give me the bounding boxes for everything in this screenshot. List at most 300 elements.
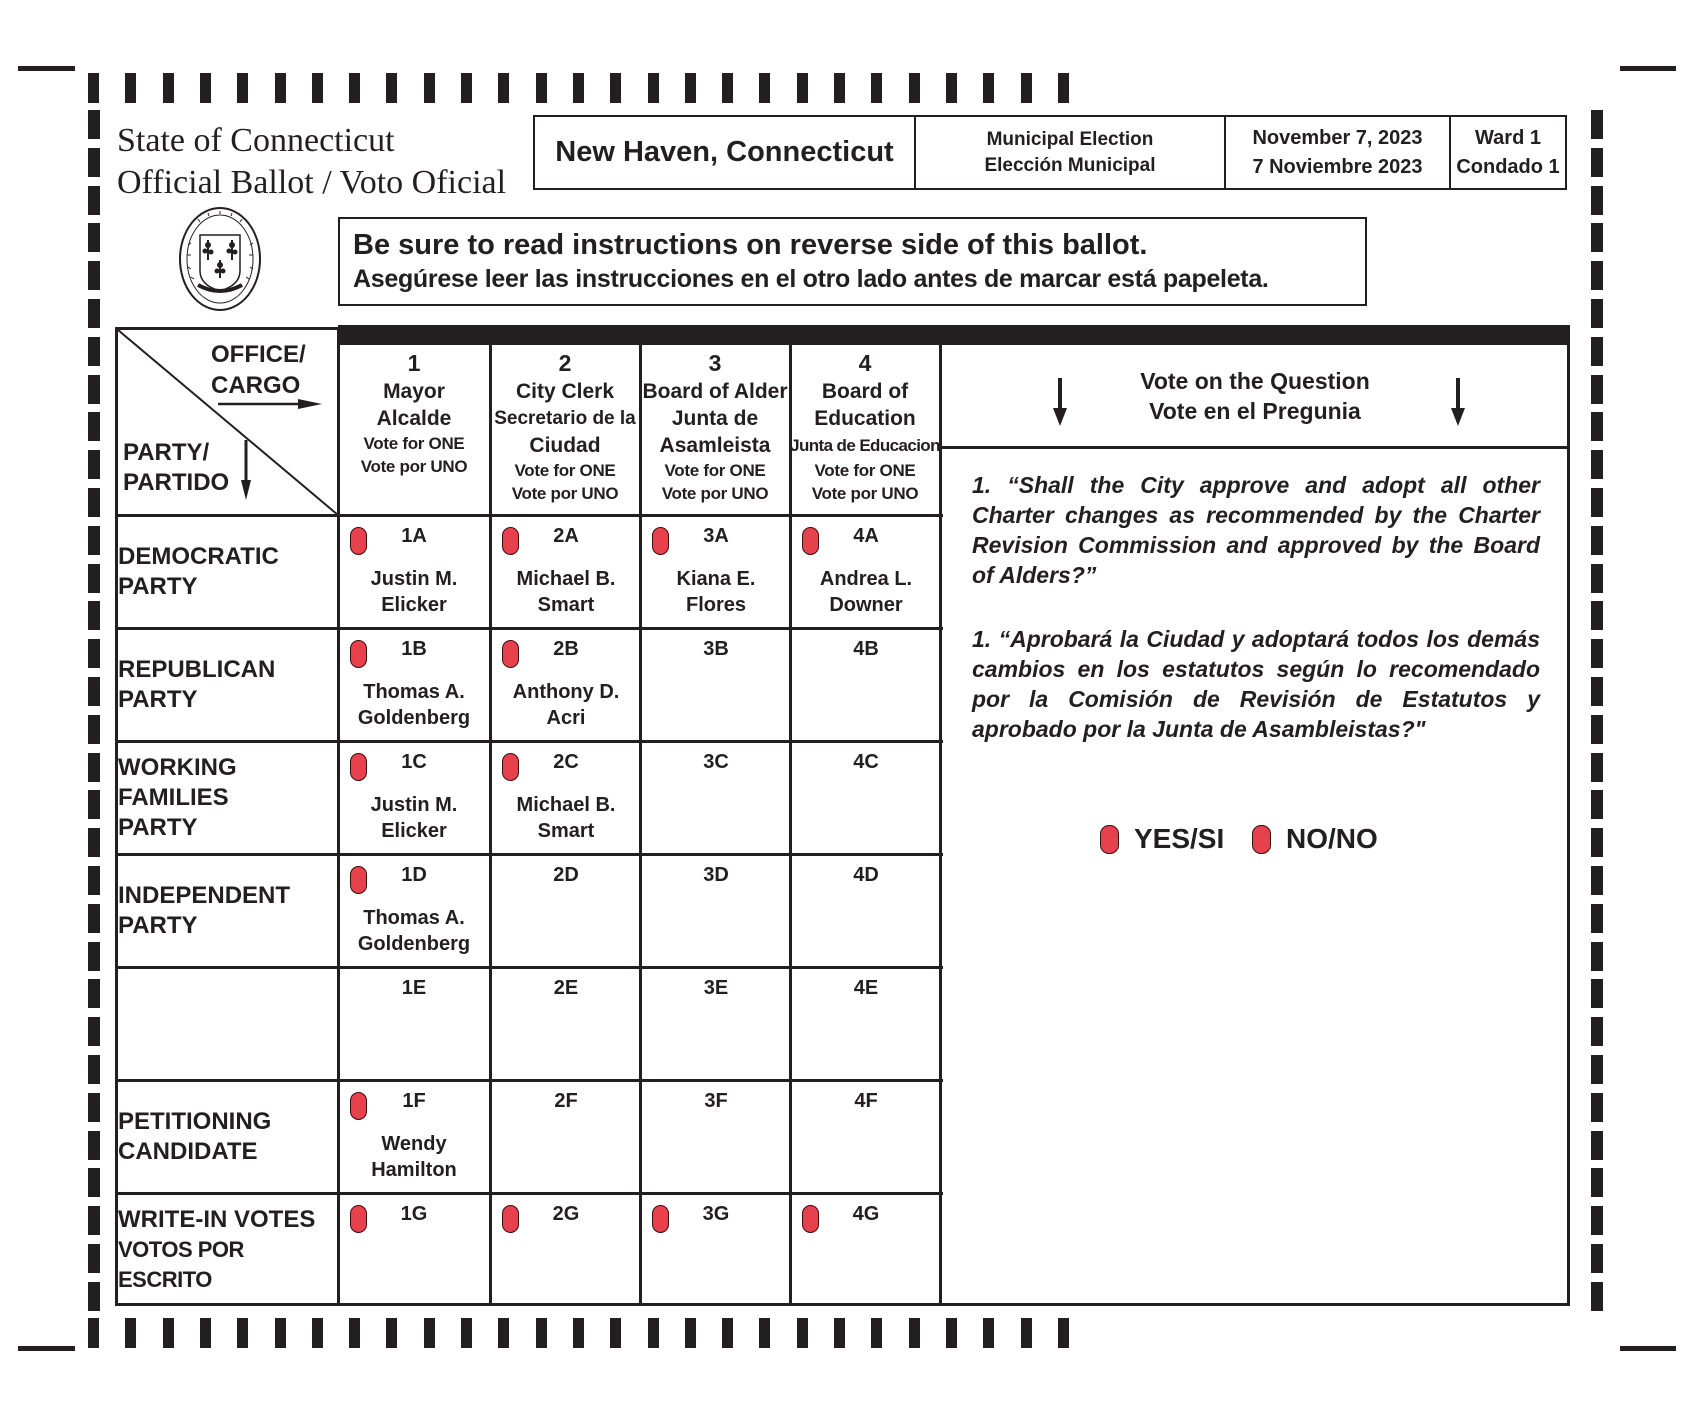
town-name: New Haven, Connecticut bbox=[535, 117, 916, 188]
timing-marks-left bbox=[88, 110, 100, 1315]
candidate-name bbox=[340, 679, 488, 731]
timing-mark bbox=[983, 73, 994, 103]
timing-mark bbox=[1591, 866, 1603, 895]
timing-mark bbox=[163, 73, 174, 103]
vote-oval[interactable] bbox=[502, 1205, 519, 1233]
candidate-name-line: Anthony D. bbox=[512, 681, 620, 703]
timing-mark bbox=[946, 1318, 957, 1348]
corner-mark-bottom-right bbox=[1620, 1346, 1676, 1351]
election-date: November 7, 2023 7 Noviembre 2023 bbox=[1226, 117, 1451, 188]
timing-mark bbox=[88, 753, 100, 782]
timing-mark bbox=[1591, 677, 1603, 706]
candidate-cell-4F bbox=[792, 1082, 940, 1192]
party-name-line: PARTY bbox=[118, 573, 198, 600]
office-title: Alcalde bbox=[376, 407, 452, 430]
grid-corner-cell bbox=[118, 330, 338, 515]
no-option[interactable] bbox=[1252, 823, 1378, 855]
party-label bbox=[118, 1195, 336, 1305]
vote-instruction-es: Vote por UNO bbox=[811, 484, 919, 503]
vote-instruction-en: Vote for ONE bbox=[514, 461, 616, 480]
candidate-cell-1G[interactable] bbox=[340, 1195, 488, 1305]
candidate-cell-3G[interactable] bbox=[642, 1195, 790, 1305]
ballot-position: 3F bbox=[704, 1090, 728, 1112]
candidate-name bbox=[492, 566, 640, 618]
timing-mark bbox=[1591, 526, 1603, 555]
timing-mark bbox=[1591, 1282, 1603, 1311]
timing-mark bbox=[88, 73, 99, 103]
ballot-position: 4A bbox=[853, 525, 879, 547]
state-seal-icon bbox=[178, 205, 262, 313]
office-header-1 bbox=[338, 345, 490, 515]
timing-mark bbox=[1591, 223, 1603, 252]
vote-oval[interactable] bbox=[802, 527, 819, 555]
ballot-position: 4E bbox=[853, 977, 879, 999]
timing-mark bbox=[275, 73, 286, 103]
candidate-name-line: Thomas A. bbox=[363, 907, 465, 929]
party-name bbox=[118, 655, 275, 715]
candidate-cell-4A[interactable] bbox=[792, 517, 940, 627]
timing-mark bbox=[88, 223, 100, 252]
timing-mark bbox=[88, 677, 100, 706]
office-title: Ciudad bbox=[529, 434, 601, 457]
vote-oval[interactable] bbox=[350, 1092, 367, 1120]
timing-mark bbox=[88, 1206, 100, 1235]
timing-mark bbox=[909, 73, 920, 103]
timing-mark bbox=[88, 148, 100, 177]
timing-mark bbox=[88, 1168, 100, 1197]
timing-mark bbox=[1591, 639, 1603, 668]
candidate-name-line: Justin M. bbox=[370, 794, 458, 816]
party-name bbox=[118, 1205, 336, 1295]
state-name: State of Connecticut bbox=[117, 122, 395, 159]
party-name-line: CANDIDATE bbox=[118, 1138, 258, 1165]
timing-mark bbox=[461, 1318, 472, 1348]
party-name-line: INDEPENDENT bbox=[118, 882, 291, 909]
timing-mark bbox=[946, 73, 957, 103]
party-label bbox=[118, 743, 336, 853]
ballot-position: 1A bbox=[401, 525, 427, 547]
question-text-spanish: 1. “Aprobará la Ciudad y adoptará todos los demás cambios en los estatutos según lo recomendado por la Comisión de Revisión de Estatutos y aprobado por la Junta de Asambleistas?" bbox=[972, 626, 1540, 742]
ballot-position: 2G bbox=[552, 1203, 580, 1225]
timing-mark bbox=[88, 715, 100, 744]
candidate-cell-4D bbox=[792, 856, 940, 966]
candidate-name bbox=[492, 679, 640, 731]
candidate-name bbox=[642, 566, 790, 618]
question-text-english: 1. “Shall the City approve and adopt all other Charter changes as recommended by the Charter Revision Commission and approved by the Board of Alders?” bbox=[972, 472, 1540, 588]
timing-mark bbox=[1058, 1318, 1069, 1348]
vote-instruction-en: Vote for ONE bbox=[363, 434, 465, 453]
timing-mark bbox=[1591, 753, 1603, 782]
no-oval[interactable] bbox=[1252, 825, 1271, 854]
ballot-position: 2C bbox=[553, 751, 579, 773]
candidate-name-line: Flores bbox=[685, 594, 747, 616]
timing-mark bbox=[88, 1093, 100, 1122]
timing-mark bbox=[1591, 715, 1603, 744]
ballot-position: 1F bbox=[402, 1090, 426, 1112]
ballot-position: 1D bbox=[401, 864, 427, 886]
timing-mark bbox=[1591, 375, 1603, 404]
candidate-name-line: Michael B. bbox=[516, 794, 616, 816]
timing-mark bbox=[498, 1318, 509, 1348]
candidate-cell-2G[interactable] bbox=[492, 1195, 640, 1305]
party-label bbox=[118, 517, 336, 627]
timing-mark bbox=[722, 73, 733, 103]
yes-oval[interactable] bbox=[1100, 825, 1119, 854]
timing-mark bbox=[88, 639, 100, 668]
ballot-position: 4G bbox=[852, 1203, 880, 1225]
timing-mark bbox=[536, 1318, 547, 1348]
timing-mark bbox=[237, 73, 248, 103]
timing-mark bbox=[237, 1318, 248, 1348]
candidate-name bbox=[340, 905, 488, 957]
ballot-position: 1C bbox=[401, 751, 427, 773]
timing-mark bbox=[1591, 942, 1603, 971]
timing-mark bbox=[200, 1318, 211, 1348]
office-number: 4 bbox=[858, 350, 872, 376]
timing-mark bbox=[125, 1318, 136, 1348]
timing-mark bbox=[163, 1318, 174, 1348]
party-name bbox=[118, 753, 237, 843]
candidate-name-line: Smart bbox=[537, 594, 595, 616]
timing-mark bbox=[88, 110, 100, 139]
candidate-name bbox=[340, 566, 488, 618]
party-label bbox=[118, 1082, 336, 1192]
ballot-position: 1B bbox=[401, 638, 427, 660]
candidate-name-line: Wendy bbox=[381, 1133, 447, 1155]
candidate-name-line: Goldenberg bbox=[357, 707, 471, 729]
timing-mark bbox=[424, 1318, 435, 1348]
timing-mark bbox=[88, 412, 100, 441]
ballot-position: 3D bbox=[703, 864, 729, 886]
timing-mark bbox=[536, 73, 547, 103]
timing-mark bbox=[88, 1055, 100, 1084]
timing-mark bbox=[1021, 1318, 1032, 1348]
question-heading: Vote on the Question Vote en el Pregunia bbox=[1140, 368, 1370, 424]
timing-mark bbox=[1591, 1017, 1603, 1046]
timing-mark bbox=[1591, 1055, 1603, 1084]
candidate-cell-1B[interactable] bbox=[340, 630, 488, 740]
vote-instruction-es: Vote por UNO bbox=[661, 484, 769, 503]
instructions-spanish: Asegúrese leer las instrucciones en el otro lado antes de marcar está papeleta. bbox=[353, 265, 1269, 293]
timing-mark bbox=[685, 73, 696, 103]
timing-mark bbox=[386, 73, 397, 103]
timing-mark bbox=[386, 1318, 397, 1348]
candidate-cell-1C[interactable] bbox=[340, 743, 488, 853]
office-header-4 bbox=[790, 345, 940, 515]
office-title: Asamleista bbox=[659, 434, 771, 457]
vote-oval[interactable] bbox=[502, 753, 519, 781]
vote-instruction-es: Vote por UNO bbox=[360, 457, 468, 476]
timing-mark bbox=[88, 375, 100, 404]
timing-mark bbox=[871, 73, 882, 103]
timing-mark bbox=[610, 73, 621, 103]
vote-oval[interactable] bbox=[350, 1205, 367, 1233]
timing-mark bbox=[871, 1318, 882, 1348]
office-number: 1 bbox=[407, 350, 421, 376]
candidate-cell-4C bbox=[792, 743, 940, 853]
candidate-cell-2B[interactable] bbox=[492, 630, 640, 740]
candidate-cell-3E bbox=[642, 969, 790, 1079]
party-label bbox=[118, 856, 336, 966]
timing-mark bbox=[88, 601, 100, 630]
vote-instruction-es: Vote por UNO bbox=[511, 484, 619, 503]
timing-mark bbox=[424, 73, 435, 103]
timing-mark bbox=[88, 1131, 100, 1160]
candidate-name-line: Smart bbox=[537, 820, 595, 842]
ballot-position: 3A bbox=[703, 525, 729, 547]
timing-mark bbox=[88, 488, 100, 517]
timing-mark bbox=[88, 186, 100, 215]
office-title: Board of bbox=[821, 380, 909, 403]
timing-mark bbox=[1591, 337, 1603, 366]
candidate-name bbox=[340, 792, 488, 844]
candidate-name bbox=[792, 566, 940, 618]
candidate-cell-3C bbox=[642, 743, 790, 853]
timing-mark bbox=[909, 1318, 920, 1348]
timing-mark bbox=[88, 828, 100, 857]
ballot-position: 4B bbox=[853, 638, 879, 660]
candidate-name-line: Michael B. bbox=[516, 568, 616, 590]
yes-label: YES/SI bbox=[1134, 823, 1225, 854]
yes-option[interactable] bbox=[1100, 823, 1224, 855]
corner-mark-top-left bbox=[18, 66, 75, 71]
timing-mark bbox=[1591, 186, 1603, 215]
timing-mark bbox=[275, 1318, 286, 1348]
timing-mark bbox=[88, 337, 100, 366]
instructions-notice bbox=[338, 217, 1367, 306]
timing-mark bbox=[1591, 148, 1603, 177]
candidate-name-line: Justin M. bbox=[370, 568, 458, 590]
timing-mark bbox=[88, 979, 100, 1008]
candidate-cell-3A[interactable] bbox=[642, 517, 790, 627]
timing-mark bbox=[983, 1318, 994, 1348]
party-name bbox=[118, 881, 290, 941]
ballot-position: 1G bbox=[400, 1203, 428, 1225]
candidate-cell-1F[interactable] bbox=[340, 1082, 488, 1192]
candidate-name-line: Goldenberg bbox=[357, 933, 471, 955]
office-number: 3 bbox=[708, 350, 722, 376]
candidate-name-line: Elicker bbox=[381, 820, 447, 842]
question-text bbox=[972, 470, 1540, 778]
timing-mark bbox=[1591, 979, 1603, 1008]
vote-oval[interactable] bbox=[350, 866, 367, 894]
timing-marks-bottom bbox=[88, 1318, 1603, 1348]
timing-mark bbox=[1591, 1131, 1603, 1160]
ballot-position: 4D bbox=[853, 864, 879, 886]
timing-mark bbox=[312, 73, 323, 103]
ward: Ward 1 Condado 1 bbox=[1456, 126, 1560, 178]
candidate-cell-2D bbox=[492, 856, 640, 966]
timing-marks-right bbox=[1591, 110, 1603, 1315]
timing-mark bbox=[1591, 564, 1603, 593]
timing-mark bbox=[759, 73, 770, 103]
timing-mark bbox=[1591, 412, 1603, 441]
timing-mark bbox=[1591, 1093, 1603, 1122]
office-title: Junta de Educacion bbox=[790, 436, 940, 455]
timing-mark bbox=[834, 73, 845, 103]
party-name-line: WORKING bbox=[118, 754, 237, 781]
party-name-line: DEMOCRATIC bbox=[118, 543, 279, 570]
candidate-cell-2A[interactable] bbox=[492, 517, 640, 627]
candidate-name-line: Elicker bbox=[381, 594, 447, 616]
candidate-name bbox=[340, 1131, 488, 1183]
ballot-position: 2D bbox=[553, 864, 579, 886]
party-name-line: PARTY bbox=[118, 686, 198, 713]
candidate-name-line: Hamilton bbox=[371, 1159, 457, 1181]
candidate-name-line: Kiana E. bbox=[676, 568, 756, 590]
vote-oval[interactable] bbox=[350, 753, 367, 781]
timing-mark bbox=[88, 866, 100, 895]
timing-mark bbox=[88, 942, 100, 971]
party-label bbox=[118, 630, 336, 740]
ballot-position: 2F bbox=[554, 1090, 578, 1112]
ballot-position: 3B bbox=[703, 638, 729, 660]
timing-mark bbox=[312, 1318, 323, 1348]
office-header-3 bbox=[640, 345, 790, 515]
timing-mark bbox=[648, 1318, 659, 1348]
candidate-name-line: Downer bbox=[829, 594, 903, 616]
vote-oval[interactable] bbox=[350, 527, 367, 555]
ballot-position: 4F bbox=[854, 1090, 878, 1112]
timing-mark bbox=[88, 564, 100, 593]
candidate-cell-3D bbox=[642, 856, 790, 966]
ballot-position: 3G bbox=[702, 1203, 730, 1225]
arrow-down-icon bbox=[1053, 378, 1067, 426]
office-title: Secretario de la bbox=[494, 408, 636, 429]
timing-mark bbox=[1591, 904, 1603, 933]
election-type: Municipal Election Elección Municipal bbox=[916, 117, 1226, 188]
timing-mark bbox=[834, 1318, 845, 1348]
timing-mark bbox=[88, 1282, 100, 1311]
timing-mark bbox=[1058, 73, 1069, 103]
ballot-position: 2E bbox=[553, 977, 579, 999]
party-name-line: PETITIONING bbox=[118, 1108, 272, 1135]
vote-instruction-en: Vote for ONE bbox=[814, 461, 916, 480]
grid-header-bar bbox=[338, 325, 1570, 345]
office-number: 2 bbox=[558, 350, 572, 376]
corner-mark-top-right bbox=[1620, 66, 1676, 71]
candidate-name-line: Andrea L. bbox=[819, 568, 913, 590]
party-name bbox=[118, 1107, 271, 1167]
ballot-position: 2B bbox=[553, 638, 579, 660]
election-info-box bbox=[533, 115, 1567, 190]
party-label bbox=[118, 969, 336, 1079]
candidate-cell-3F bbox=[642, 1082, 790, 1192]
timing-mark bbox=[759, 1318, 770, 1348]
candidate-cell-4B bbox=[792, 630, 940, 740]
timing-mark bbox=[88, 261, 100, 290]
timing-mark bbox=[1591, 450, 1603, 479]
timing-mark bbox=[722, 1318, 733, 1348]
timing-mark bbox=[1591, 790, 1603, 819]
candidate-cell-1E bbox=[340, 969, 488, 1079]
timing-mark bbox=[1591, 1206, 1603, 1235]
candidate-name-line: Acri bbox=[546, 707, 586, 729]
vote-oval[interactable] bbox=[802, 1205, 819, 1233]
timing-mark bbox=[88, 1244, 100, 1273]
timing-mark bbox=[88, 450, 100, 479]
timing-mark bbox=[125, 73, 136, 103]
candidate-cell-4G[interactable] bbox=[792, 1195, 940, 1305]
party-label: PARTY/ PARTIDO bbox=[123, 439, 230, 496]
ballot-position: 2A bbox=[553, 525, 579, 547]
ballot-position: 3E bbox=[703, 977, 729, 999]
instructions-english: Be sure to read instructions on reverse side of this ballot. bbox=[353, 229, 1148, 261]
timing-mark bbox=[1591, 261, 1603, 290]
vote-oval[interactable] bbox=[652, 1205, 669, 1233]
timing-mark bbox=[1591, 110, 1603, 139]
candidate-cell-2F bbox=[492, 1082, 640, 1192]
office-title: Mayor bbox=[383, 380, 445, 403]
timing-mark bbox=[349, 73, 360, 103]
timing-mark bbox=[1591, 1244, 1603, 1273]
timing-mark bbox=[1591, 828, 1603, 857]
party-name-line: REPUBLICAN bbox=[118, 656, 276, 683]
timing-mark bbox=[1591, 299, 1603, 328]
party-name-line: PARTY bbox=[118, 814, 198, 841]
timing-mark bbox=[573, 1318, 584, 1348]
timing-mark bbox=[573, 73, 584, 103]
arrow-down-icon bbox=[1451, 378, 1465, 426]
vote-instruction-en: Vote for ONE bbox=[664, 461, 766, 480]
ballot-position: 4C bbox=[853, 751, 879, 773]
timing-mark bbox=[1591, 1168, 1603, 1197]
vote-oval[interactable] bbox=[350, 640, 367, 668]
office-title: City Clerk bbox=[515, 380, 615, 403]
candidate-cell-3B bbox=[642, 630, 790, 740]
candidate-name bbox=[492, 792, 640, 844]
ballot-title bbox=[117, 120, 506, 204]
office-title: Board of Alder bbox=[642, 380, 788, 403]
timing-mark bbox=[88, 904, 100, 933]
timing-mark bbox=[88, 526, 100, 555]
timing-marks-top bbox=[88, 73, 1603, 103]
vote-oval[interactable] bbox=[652, 527, 669, 555]
timing-mark bbox=[1591, 488, 1603, 517]
candidate-cell-2C[interactable] bbox=[492, 743, 640, 853]
party-name-line: FAMILIES bbox=[118, 784, 229, 811]
no-label: NO/NO bbox=[1286, 823, 1378, 854]
candidate-name-line: Thomas A. bbox=[363, 681, 465, 703]
candidate-cell-2E bbox=[492, 969, 640, 1079]
timing-mark bbox=[797, 73, 808, 103]
office-title: Education bbox=[814, 407, 916, 430]
candidate-cell-1A[interactable] bbox=[340, 517, 488, 627]
ballot-position: 3C bbox=[703, 751, 729, 773]
timing-mark bbox=[498, 73, 509, 103]
timing-mark bbox=[1021, 73, 1032, 103]
ballot-position: 1E bbox=[401, 977, 427, 999]
candidate-cell-1D[interactable] bbox=[340, 856, 488, 966]
office-label: OFFICE/ CARGO bbox=[211, 341, 306, 399]
candidate-cell-4E bbox=[792, 969, 940, 1079]
timing-mark bbox=[648, 73, 659, 103]
timing-mark bbox=[610, 1318, 621, 1348]
timing-mark bbox=[461, 73, 472, 103]
timing-mark bbox=[88, 1318, 99, 1348]
corner-mark-bottom-left bbox=[18, 1346, 75, 1351]
party-name-line: PARTY bbox=[118, 912, 198, 939]
office-header-2 bbox=[490, 345, 640, 515]
timing-mark bbox=[200, 73, 211, 103]
office-title: Junta de bbox=[671, 407, 759, 430]
vote-oval[interactable] bbox=[502, 527, 519, 555]
vote-oval[interactable] bbox=[502, 640, 519, 668]
timing-mark bbox=[685, 1318, 696, 1348]
timing-mark bbox=[88, 299, 100, 328]
ballot-name: Official Ballot / Voto Oficial bbox=[117, 164, 507, 201]
party-name bbox=[118, 542, 279, 602]
